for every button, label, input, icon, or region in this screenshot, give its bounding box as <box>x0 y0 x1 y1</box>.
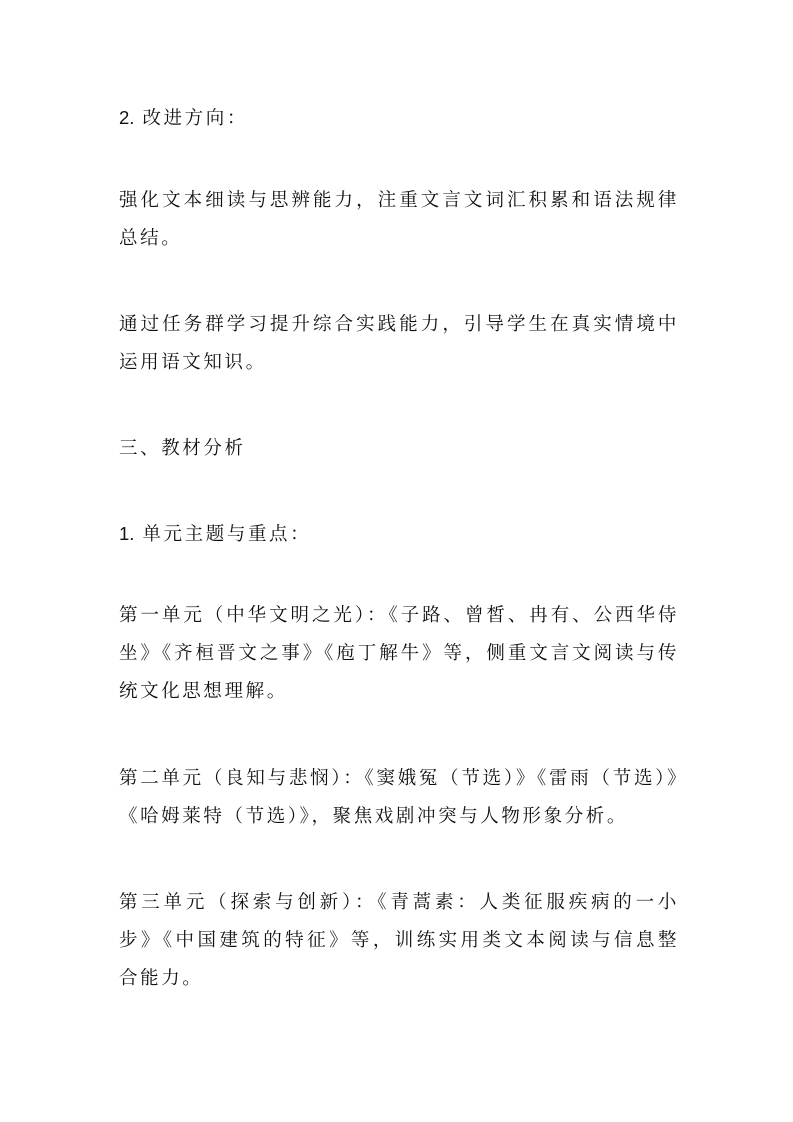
paragraph-unit-three: 第三单元（探索与创新）：《青蒿素：人类征服疾病的一小步》《中国建筑的特征》等，训练实用类文本阅读与信息整合能力。 <box>119 892 679 989</box>
section-heading-textbook-analysis: 三、教材分析 <box>119 438 246 459</box>
subheading-improvement-direction: 2. 改进方向： <box>119 107 248 129</box>
item-number: 2. <box>119 107 135 128</box>
paragraph-unit-one: 第一单元（中华文明之光）：《子路、曾皙、冉有、公西华侍坐》《齐桓晋文之事》《庖丁解牛》等，侧重文言文阅读与传统文化思想理解。 <box>119 605 679 702</box>
subheading-unit-themes: 1. 单元主题与重点： <box>119 523 312 545</box>
item-number: 1. <box>119 523 135 544</box>
paragraph-unit-two: 第二单元（良知与悲悯）：《窦娥冤（节选）》《雷雨（节选）》《哈姆莱特（节选）》，聚焦戏剧冲突与人物形象分析。 <box>119 768 679 827</box>
paragraph-task-group: 通过任务群学习提升综合实践能力，引导学生在真实情境中运用语文知识。 <box>119 314 679 373</box>
paragraph-text-reading: 强化文本细读与思辨能力，注重文言文词汇积累和语法规律总结。 <box>119 190 679 249</box>
